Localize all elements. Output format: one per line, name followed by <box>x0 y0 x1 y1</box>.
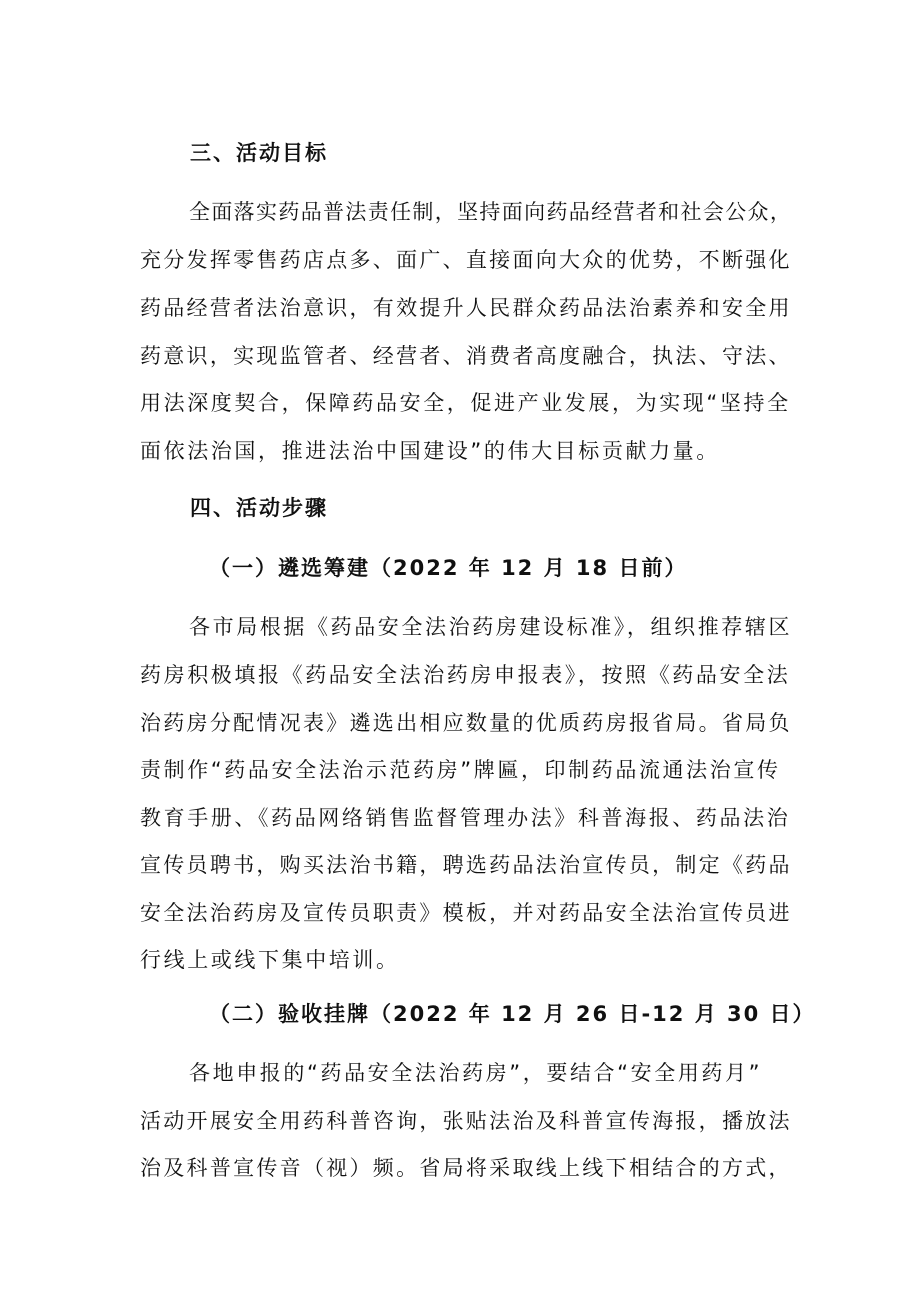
paragraph-line: 宣传员聘书，购买法治书籍，聘选药品法治宣传员，制定《药品 <box>140 853 792 877</box>
paragraph-line: 治药房分配情况表》遴选出相应数量的优质药房报省局。省局负 <box>140 711 792 735</box>
paragraph-line: 用法深度契合，保障药品安全，促进产业发展，为实现“坚持全 <box>140 391 791 415</box>
paragraph-line: 面依法治国，推进法治中国建设”的伟大目标贡献力量。 <box>140 439 720 463</box>
paragraph-line: 安全法治药房及宣传员职责》模板，并对药品安全法治宣传员进 <box>140 901 792 925</box>
paragraph-line: 治及科普宣传音（视）频。省局将采取线上线下相结合的方式， <box>140 1156 792 1180</box>
paragraph-line: 责制作“药品安全法治示范药房”牌匾，印制药品流通法治宣传 <box>140 758 781 782</box>
paragraph-line: 药品经营者法治意识，有效提升人民群众药品法治素养和安全用 <box>140 296 792 320</box>
paragraph-line: 各市局根据《药品安全法治药房建设标准》，组织推荐辖区 <box>189 615 793 639</box>
step-2-heading: （二）验收挂牌（2022 年 12 月 26 日-12 月 30 日） <box>209 1002 816 1026</box>
section-3-heading: 三、活动目标 <box>190 141 328 165</box>
paragraph-line: 药意识，实现监管者、经营者、消费者高度融合，执法、守法、 <box>140 344 792 368</box>
paragraph-line: 药房积极填报《药品安全法治药房申报表》，按照《药品安全法 <box>140 663 791 687</box>
paragraph-line: 活动开展安全用药科普咨询，张贴法治及科普宣传海报，播放法 <box>140 1109 792 1133</box>
paragraph-line: 行线上或线下集中培训。 <box>140 948 400 972</box>
step-1-heading: （一）遴选筹建（2022 年 12 月 18 日前） <box>209 556 688 580</box>
paragraph-line: 各地申报的“药品安全法治药房”，要结合“安全用药月” <box>189 1061 763 1085</box>
section-4-heading: 四、活动步骤 <box>190 496 328 520</box>
paragraph-line: 充分发挥零售药店点多、面广、直接面向大众的优势，不断强化 <box>140 248 792 272</box>
paragraph-line: 全面落实药品普法责任制，坚持面向药品经营者和社会公众， <box>189 200 793 224</box>
paragraph-line: 教育手册、《药品网络销售监督管理办法》科普海报、药品法治 <box>140 806 791 830</box>
